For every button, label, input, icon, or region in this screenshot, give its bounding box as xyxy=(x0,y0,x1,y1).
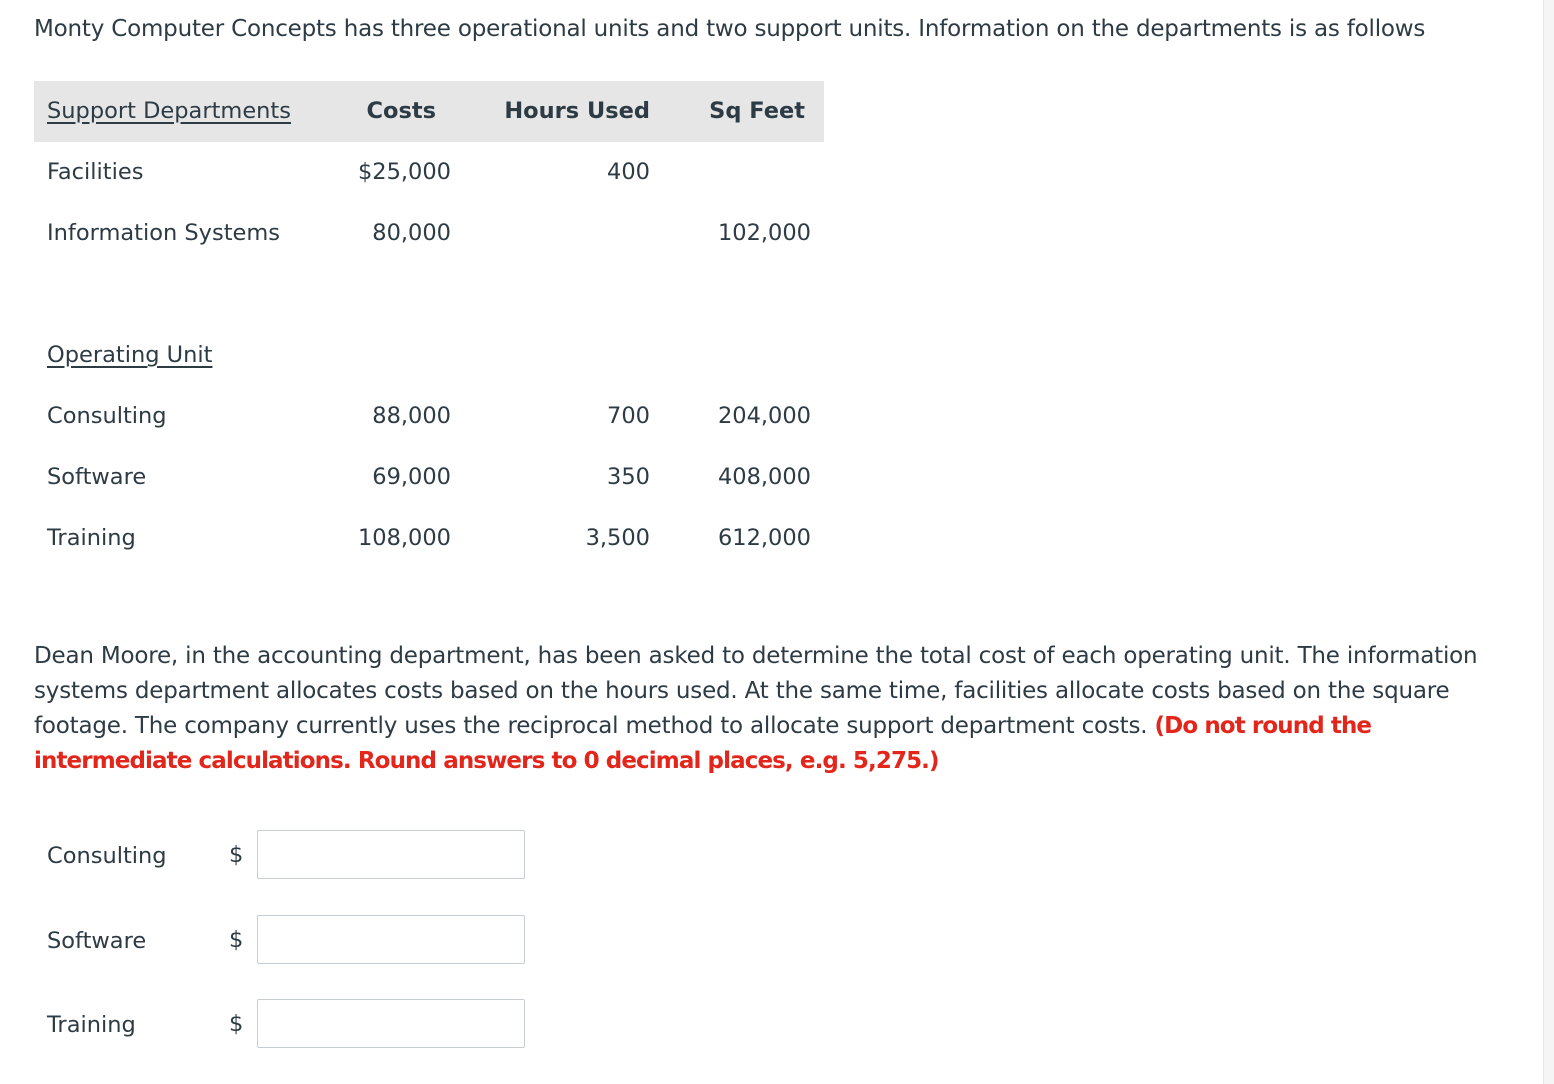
header-hours-used: Hours Used xyxy=(504,98,650,124)
table-row-blank xyxy=(34,264,824,325)
consulting-answer-input[interactable] xyxy=(257,830,525,879)
answer-label: Training xyxy=(47,1012,136,1038)
table-row-training xyxy=(34,508,824,569)
row-sqft: 612,000 xyxy=(717,525,811,551)
table-row-facilities xyxy=(34,142,824,203)
header-costs: Costs xyxy=(366,98,436,124)
currency-symbol: $ xyxy=(229,927,244,953)
intro-text: Monty Computer Concepts has three operational units and two support units. Information on the departments is as follows xyxy=(34,16,1426,42)
page-scroll-edge xyxy=(1543,0,1554,1084)
table-row-consulting xyxy=(34,386,824,447)
row-sqft: 204,000 xyxy=(717,403,811,429)
table-row-operating-heading xyxy=(34,325,824,386)
operating-unit-heading: Operating Unit xyxy=(47,342,213,368)
row-sqft: 102,000 xyxy=(717,220,811,246)
row-costs: $25,000 xyxy=(357,159,451,185)
row-label: Facilities xyxy=(47,159,144,185)
row-hours: 700 xyxy=(607,403,650,429)
currency-symbol: $ xyxy=(229,1011,244,1037)
header-sq-feet: Sq Feet xyxy=(709,98,805,124)
row-costs: 88,000 xyxy=(372,403,451,429)
question-paragraph xyxy=(34,639,1514,779)
row-label: Software xyxy=(47,464,147,490)
table-header xyxy=(34,81,824,142)
row-label: Training xyxy=(47,525,136,551)
table-row-software xyxy=(34,447,824,508)
training-answer-input[interactable] xyxy=(257,999,525,1048)
row-label: Consulting xyxy=(47,403,167,429)
row-hours: 400 xyxy=(607,159,650,185)
row-sqft: 408,000 xyxy=(717,464,811,490)
row-sqft xyxy=(694,142,811,203)
row-costs: 108,000 xyxy=(357,525,451,551)
row-costs: 69,000 xyxy=(372,464,451,490)
departments-table xyxy=(34,81,824,569)
table-row-information-systems xyxy=(34,203,824,264)
question-text: Dean Moore, in the accounting department, has been asked to determine the total cost of each operating unit. The information systems department allocates costs based on the hours used. At the same time, facilities allocate costs based on the square footage. The company currently uses the reciprocal method to allocate support department costs. xyxy=(34,643,1478,739)
row-hours xyxy=(504,203,650,264)
row-hours: 350 xyxy=(607,464,650,490)
header-support-departments: Support Departments xyxy=(47,98,291,124)
rounding-instruction: (Do not round the intermediate calculations. Round answers to 0 decimal places, e.g. 5,275.) xyxy=(34,713,1372,774)
software-answer-input[interactable] xyxy=(257,915,525,964)
row-label: Information Systems xyxy=(47,220,281,246)
row-costs: 80,000 xyxy=(372,220,451,246)
answer-label: Consulting xyxy=(47,843,167,869)
currency-symbol: $ xyxy=(229,842,244,868)
row-hours: 3,500 xyxy=(585,525,650,551)
answer-label: Software xyxy=(47,928,147,954)
